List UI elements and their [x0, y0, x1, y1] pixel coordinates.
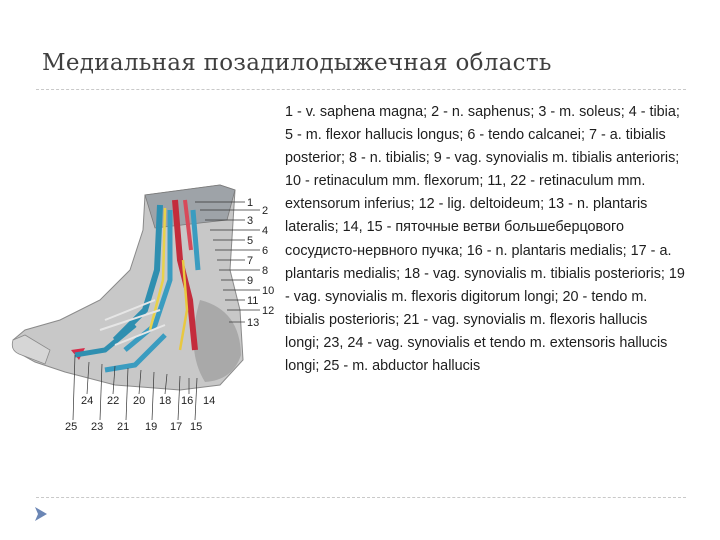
next-bullet-icon [34, 506, 48, 522]
figure-label-22: 22 [107, 395, 120, 407]
figure-label-8: 8 [262, 265, 269, 277]
figure-label-23: 23 [91, 421, 104, 433]
figure-label-10: 10 [262, 285, 275, 297]
slide-title: Медиальная позадилодыжечная область [42, 50, 552, 76]
figure-label-11: 11 [247, 295, 259, 307]
foot-anatomy-illustration [5, 150, 285, 440]
figure-label-12: 12 [262, 305, 275, 317]
figure-label-7: 7 [247, 255, 254, 267]
figure-label-25: 25 [65, 421, 78, 433]
figure-label-16: 16 [181, 395, 194, 407]
footer-divider [36, 497, 686, 498]
figure-label-14: 14 [203, 395, 216, 407]
figure-label-13: 13 [247, 317, 260, 329]
figure-label-1: 1 [247, 197, 254, 209]
figure-label-24: 24 [81, 395, 94, 407]
figure-label-15: 15 [190, 421, 203, 433]
figure-label-4: 4 [262, 225, 269, 237]
title-divider [36, 89, 686, 90]
figure-label-2: 2 [262, 205, 269, 217]
figure-label-5: 5 [247, 235, 254, 247]
figure-label-20: 20 [133, 395, 146, 407]
figure-label-6: 6 [262, 245, 269, 257]
figure-label-17: 17 [170, 421, 183, 433]
figure-label-21: 21 [117, 421, 130, 433]
figure-legend-text: 1 - v. saphena magna; 2 - n. saphenus; 3 - m. soleus; 4 - tibia; 5 - m. flexor hallucis longus; 6 - tendo calcanei; 7 - a. tibialis posterior; 8 - n. tibialis; 9 - vag. synovialis m. tibialis anterioris; 10 - retinaculum mm. flexorum; 11, 22 - retinaculum mm. extensorum inferius; 12 - lig. deltoideum; 13 - n. plantaris lateralis; 14, 15 - пяточные ветви большеберцового сосудисто-нервного пучка; 16 - n. plantaris medialis; 17 - a. plantaris medialis; 18 - vag. synovialis m. tibialis posterioris; 19 - vag. synovialis m. flexoris digitorum longi; 20 - tendo m. tibialis posterioris; 21 - vag. synovialis m. flexoris hallucis longi; 23, 24 - vag. synovialis et tendo m. extensoris hallucis longi; 25 - m. abductor hallucis [285, 104, 685, 375]
figure-label-18: 18 [159, 395, 172, 407]
figure-label-19: 19 [145, 421, 158, 433]
figure-label-3: 3 [247, 215, 254, 227]
figure-label-9: 9 [247, 275, 254, 287]
